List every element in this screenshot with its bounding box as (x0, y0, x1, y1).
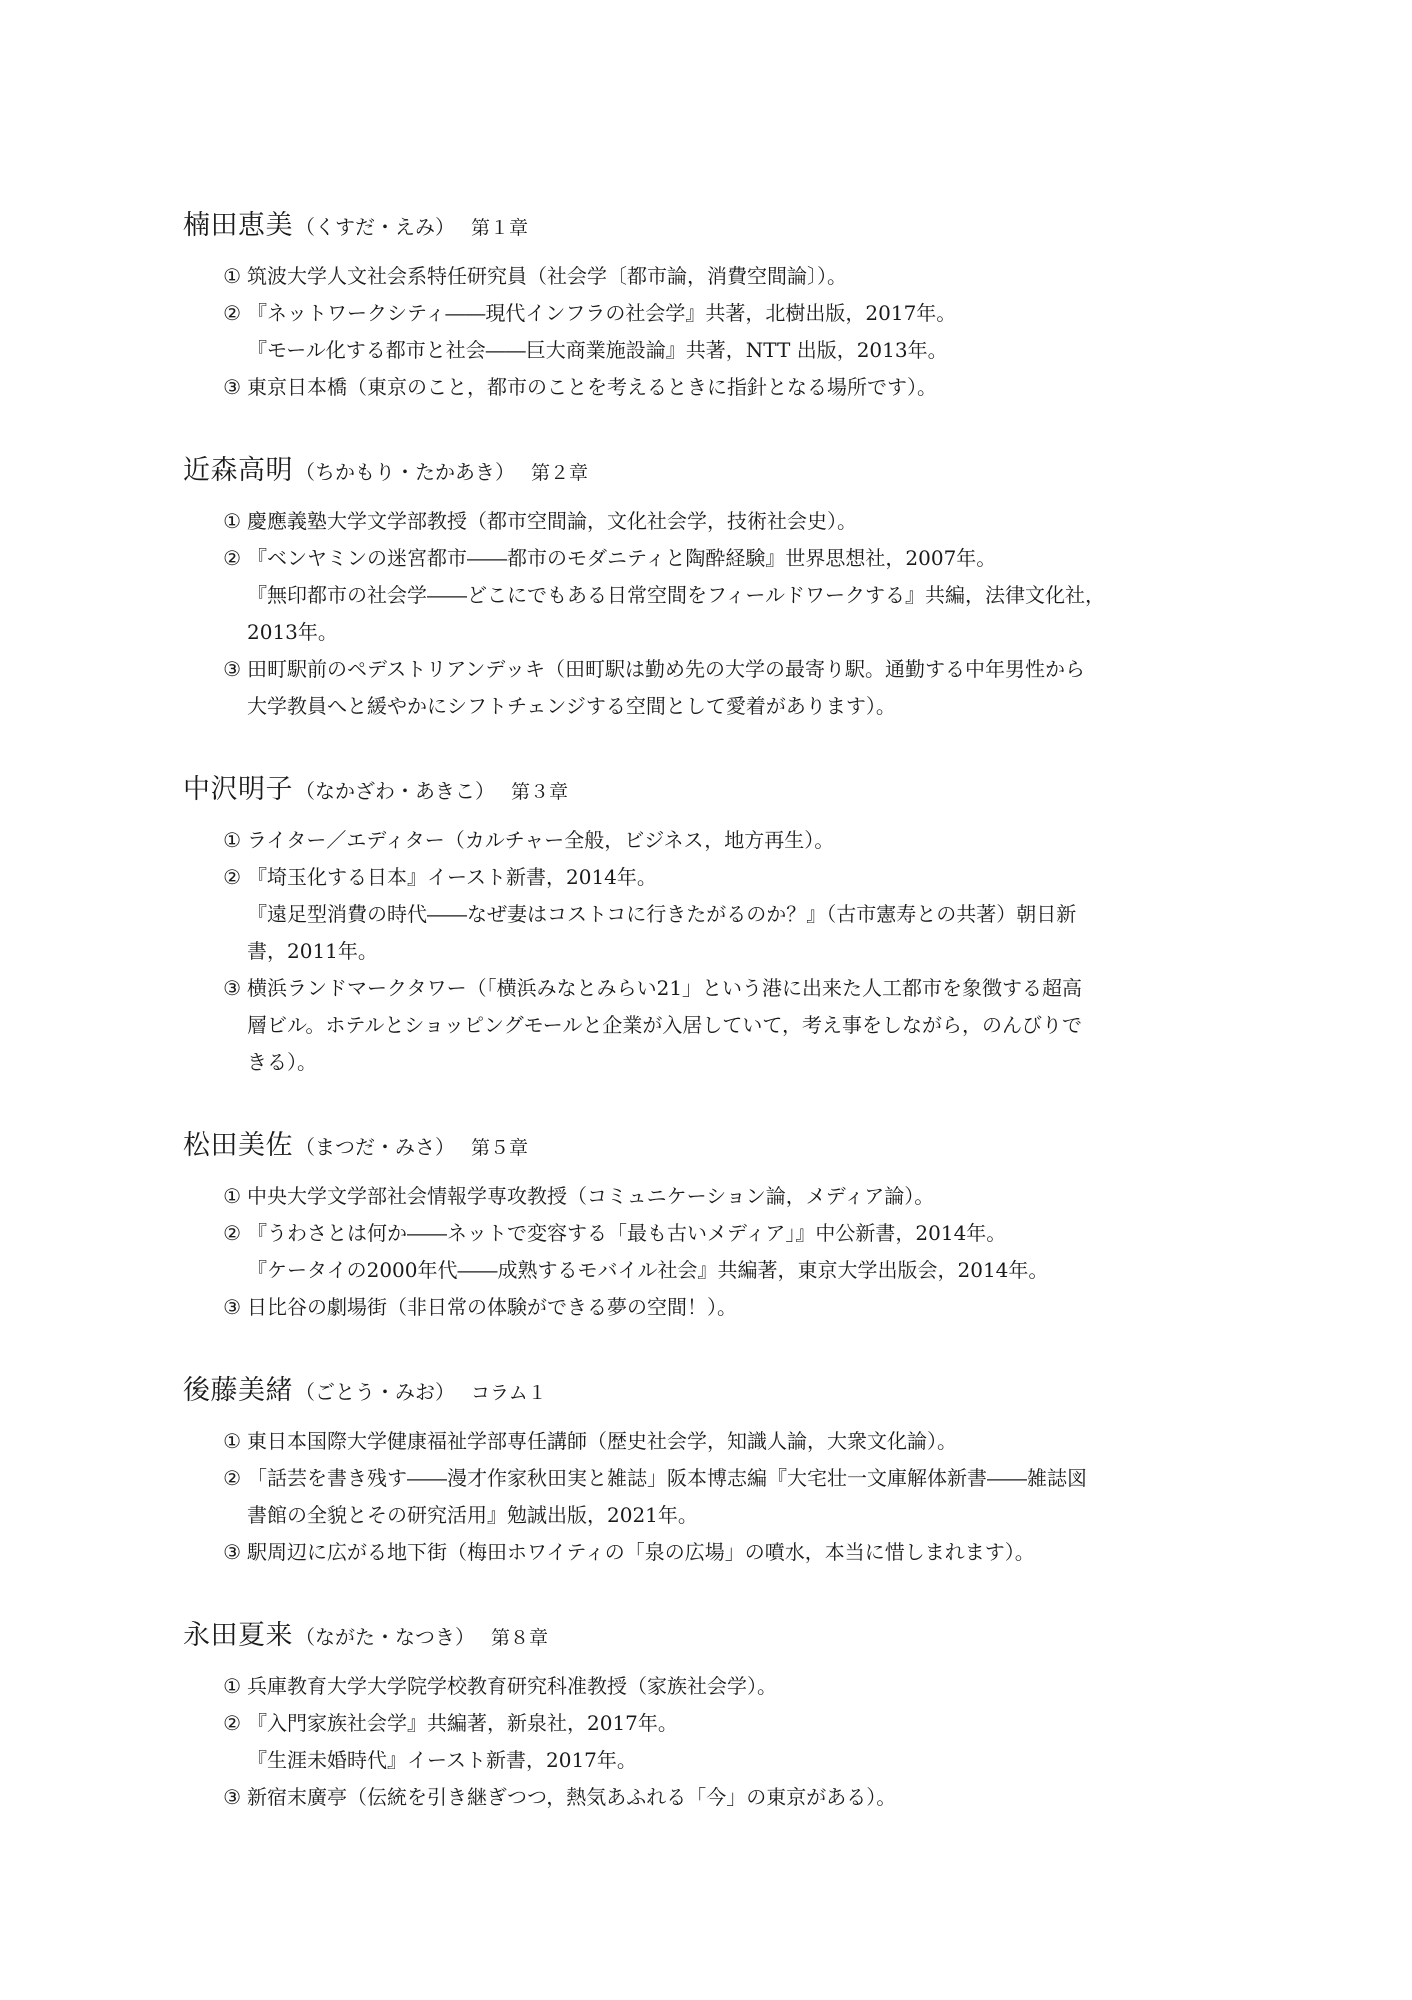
author-detail-item (183, 540, 1243, 651)
author-details-list (183, 1423, 1243, 1571)
item-number-marker: ③ (223, 1785, 241, 1809)
author-detail-item (183, 258, 1243, 295)
author-detail-item (183, 1534, 1243, 1571)
item-text-line: 慶應義塾大学文学部教授（都市空間論，文化社会学，技術社会史）。 (247, 509, 857, 533)
author-chapter: 第３章 (511, 781, 569, 803)
item-text-line: 田町駅前のペデストリアンデッキ（田町駅は勤め先の大学の最寄り駅。通勤する中年男性から (247, 657, 1085, 681)
author-chapter: コラム１ (471, 1382, 547, 1404)
author-detail-item (183, 1460, 1243, 1534)
author-name: 中沢明子 (183, 774, 293, 805)
author-detail-item (183, 369, 1243, 406)
author-name-reading: （なかざわ・あきこ） (295, 779, 495, 803)
item-text-line: 『うわさとは何か――ネットで変容する「最も古いメディア」』中公新書，2014年。 (247, 1221, 1007, 1245)
item-number-marker: ① (223, 509, 241, 533)
item-text (247, 1215, 1243, 1289)
item-text (247, 970, 1243, 1081)
author-name: 近森高明 (183, 455, 293, 486)
author-header (183, 1365, 1243, 1417)
item-number-marker: ② (223, 546, 241, 570)
author-name: 後藤美緒 (183, 1375, 293, 1406)
author-name: 楠田恵美 (183, 210, 293, 241)
item-text-line: 筑波大学人文社会系特任研究員（社会学〔都市論，消費空間論〕）。 (247, 264, 847, 288)
author-header (183, 1120, 1243, 1172)
item-text-line: 兵庫教育大学大学院学校教育研究科准教授（家族社会学）。 (247, 1674, 777, 1698)
item-number-marker: ① (223, 264, 241, 288)
author-chapter: 第８章 (491, 1627, 549, 1649)
item-text-line: 『モール化する都市と社会――巨大商業施設論』共著，NTT 出版，2013年。 (247, 338, 948, 362)
author-chapter: 第１章 (471, 217, 529, 239)
author-header (183, 445, 1243, 497)
author-details-list (183, 1668, 1243, 1816)
author-name-reading: （まつだ・みさ） (295, 1135, 455, 1159)
item-text (247, 540, 1243, 651)
author-profile (183, 1610, 1243, 1816)
item-text (247, 822, 1243, 859)
author-profile (183, 1120, 1243, 1326)
author-detail-item (183, 1423, 1243, 1460)
item-text-line: ライター／エディター（カルチャー全般，ビジネス，地方再生）。 (247, 828, 835, 852)
item-text (247, 1705, 1243, 1779)
item-number-marker: ① (223, 1184, 241, 1208)
author-name: 永田夏来 (183, 1620, 293, 1651)
author-name-reading: （ちかもり・たかあき） (295, 460, 515, 484)
item-text-line: 新宿末廣亭（伝統を引き継ぎつつ，熱気あふれる「今」の東京がある）。 (247, 1785, 897, 1809)
author-header (183, 764, 1243, 816)
item-number-marker: ② (223, 1221, 241, 1245)
item-text (247, 1460, 1243, 1534)
author-profile-list (183, 200, 1243, 1816)
author-name-reading: （くすだ・えみ） (295, 215, 455, 239)
item-text-line: 東京日本橋（東京のこと，都市のことを考えるときに指針となる場所です）。 (247, 375, 937, 399)
author-name-reading: （ごとう・みお） (295, 1380, 455, 1404)
item-text-line: きる）。 (247, 1050, 317, 1074)
author-details-list (183, 822, 1243, 1081)
item-text-line: 『入門家族社会学』共編著，新泉社，2017年。 (247, 1711, 678, 1735)
item-number-marker: ③ (223, 375, 241, 399)
author-header (183, 200, 1243, 252)
item-text (247, 369, 1243, 406)
author-detail-item (183, 651, 1243, 725)
author-detail-item (183, 822, 1243, 859)
item-text-line: 『生涯未婚時代』イースト新書，2017年。 (247, 1748, 637, 1772)
item-number-marker: ② (223, 301, 241, 325)
item-text-line: 書館の全貌とその研究活用』勉誠出版，2021年。 (247, 1503, 698, 1527)
item-text-line: 『埼玉化する日本』イースト新書，2014年。 (247, 865, 657, 889)
author-detail-item (183, 1668, 1243, 1705)
item-text (247, 1534, 1243, 1571)
item-text-line: 中央大学文学部社会情報学専攻教授（コミュニケーション論，メディア論）。 (247, 1184, 935, 1208)
item-text (247, 1779, 1243, 1816)
item-number-marker: ③ (223, 1540, 241, 1564)
item-number-marker: ① (223, 1429, 241, 1453)
item-number-marker: ③ (223, 976, 241, 1000)
item-text (247, 859, 1243, 970)
author-profile (183, 764, 1243, 1081)
item-text (247, 295, 1243, 369)
author-name-reading: （ながた・なつき） (295, 1625, 475, 1649)
author-detail-item (183, 503, 1243, 540)
item-number-marker: ③ (223, 1295, 241, 1319)
author-detail-item (183, 859, 1243, 970)
author-profile (183, 445, 1243, 725)
author-profile (183, 1365, 1243, 1571)
author-details-list (183, 258, 1243, 406)
item-text (247, 258, 1243, 295)
author-profile (183, 200, 1243, 406)
item-text-line: 『ベンヤミンの迷宮都市――都市のモダニティと陶酔経験』世界思想社，2007年。 (247, 546, 997, 570)
item-text (247, 1289, 1243, 1326)
item-number-marker: ① (223, 828, 241, 852)
item-text-line: 「話芸を書き残す――漫才作家秋田実と雑誌」阪本博志編『大宅壮一文庫解体新書――雑誌図 (247, 1466, 1087, 1490)
item-number-marker: ② (223, 1466, 241, 1490)
item-text-line: 2013年。 (247, 620, 338, 644)
author-detail-item (183, 1289, 1243, 1326)
author-detail-item (183, 970, 1243, 1081)
author-name: 松田美佐 (183, 1130, 293, 1161)
item-text-line: 日比谷の劇場街（非日常の体験ができる夢の空間！）。 (247, 1295, 737, 1319)
item-text-line: 東日本国際大学健康福祉学部専任講師（歴史社会学，知識人論，大衆文化論）。 (247, 1429, 957, 1453)
author-chapter: 第５章 (471, 1137, 529, 1159)
author-detail-item (183, 1178, 1243, 1215)
author-detail-item (183, 1779, 1243, 1816)
item-text-line: 書，2011年。 (247, 939, 378, 963)
item-text (247, 503, 1243, 540)
author-detail-item (183, 1215, 1243, 1289)
item-text (247, 1668, 1243, 1705)
item-number-marker: ② (223, 1711, 241, 1735)
item-text-line: 駅周辺に広がる地下街（梅田ホワイティの「泉の広場」の噴水，本当に惜しまれます）。 (247, 1540, 1035, 1564)
item-text-line: 層ビル。ホテルとショッピングモールと企業が入居していて，考え事をしながら，のんびりで (247, 1013, 1082, 1037)
item-number-marker: ① (223, 1674, 241, 1698)
author-header (183, 1610, 1243, 1662)
author-detail-item (183, 1705, 1243, 1779)
item-text (247, 1178, 1243, 1215)
author-detail-item (183, 295, 1243, 369)
item-text-line: 『無印都市の社会学――どこにでもある日常空間をフィールドワークする』共編，法律文化社， (247, 583, 1105, 607)
item-text-line: 『ネットワークシティ――現代インフラの社会学』共著，北樹出版，2017年。 (247, 301, 957, 325)
item-number-marker: ③ (223, 657, 241, 681)
item-text (247, 1423, 1243, 1460)
author-chapter: 第２章 (531, 462, 589, 484)
author-details-list (183, 503, 1243, 725)
item-text-line: 大学教員へと緩やかにシフトチェンジする空間として愛着があります）。 (247, 694, 896, 718)
item-text-line: 『遠足型消費の時代――なぜ妻はコストコに行きたがるのか？』（古市憲寿との共著）朝日新 (247, 902, 1077, 926)
item-number-marker: ② (223, 865, 241, 889)
author-details-list (183, 1178, 1243, 1326)
item-text-line: 横浜ランドマークタワー（「横浜みなとみらい21」という港に出来た人工都市を象徴する超高 (247, 976, 1083, 1000)
item-text-line: 『ケータイの2000年代――成熟するモバイル社会』共編著，東京大学出版会，2014年。 (247, 1258, 1049, 1282)
item-text (247, 651, 1243, 725)
